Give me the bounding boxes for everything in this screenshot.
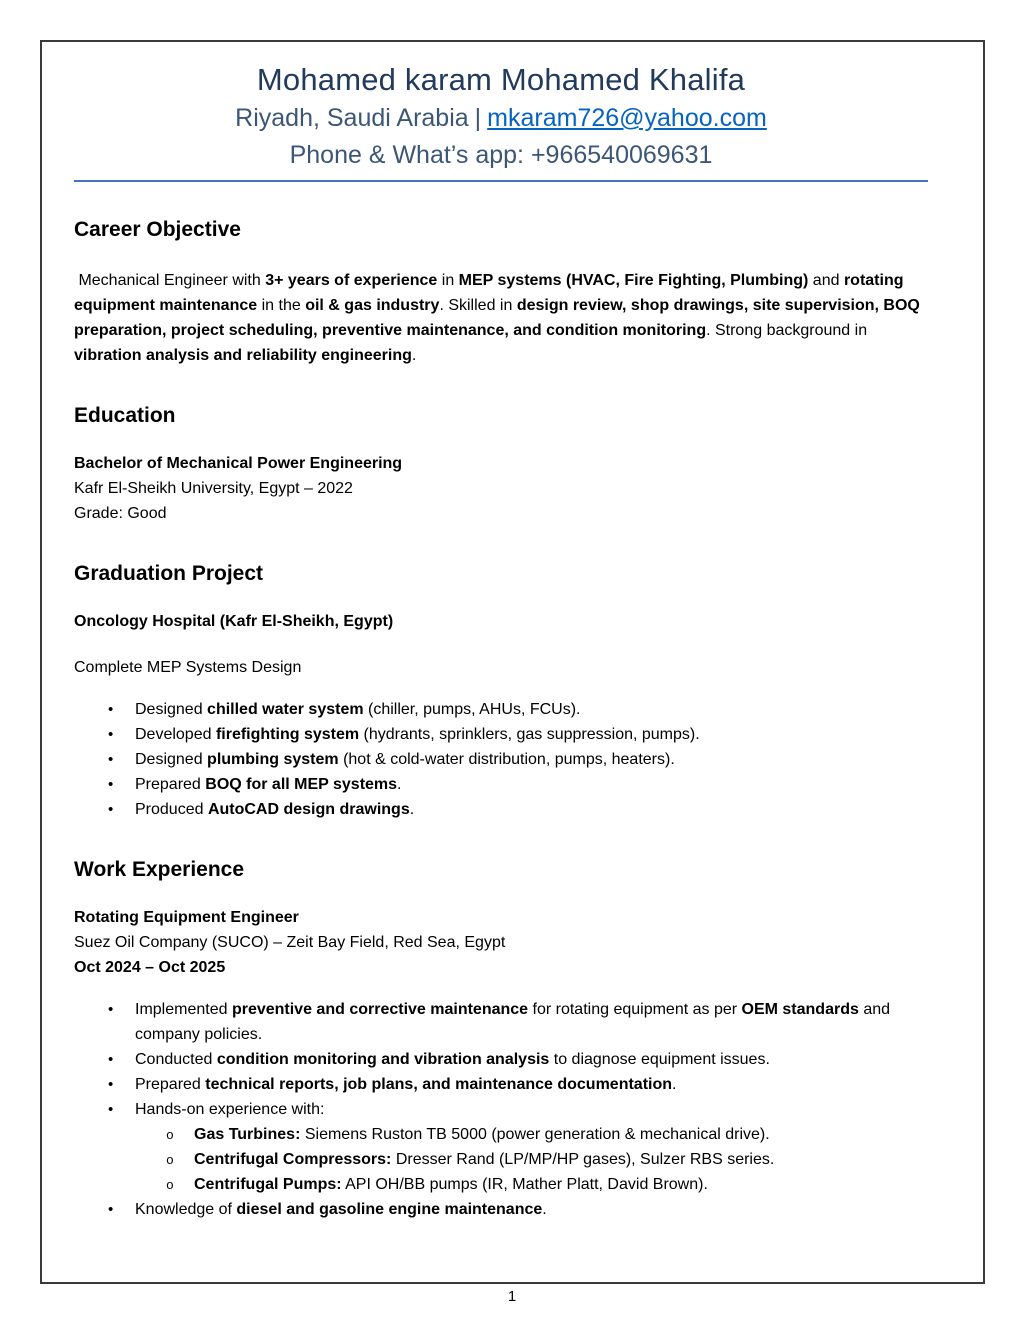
dates-line: Oct 2024 – Oct 2025 xyxy=(74,959,226,976)
bullet-text: Designed chilled water system (chiller, pumps, AHUs, FCUs). xyxy=(135,701,581,718)
job-entry-header xyxy=(74,905,928,980)
bullet-icon: • xyxy=(108,751,114,768)
bullet-text: Prepared technical reports, job plans, and maintenance documentation. xyxy=(135,1076,677,1093)
location-text: Riyadh, Saudi Arabia xyxy=(235,104,469,132)
project-bullet-list xyxy=(74,697,928,822)
section-work-experience xyxy=(74,856,928,1222)
list-item xyxy=(74,697,928,722)
bullet-icon: • xyxy=(108,726,114,743)
sub-list-item xyxy=(74,1147,928,1172)
page-border xyxy=(40,40,985,1284)
phone-line: Phone & What’s app: +966540069631 xyxy=(289,141,713,169)
project-name: Oncology Hospital (Kafr El-Sheikh, Egypt) xyxy=(74,613,394,630)
list-item xyxy=(74,722,928,747)
degree-title: Bachelor of Mechanical Power Engineering xyxy=(74,455,403,472)
email-link[interactable]: mkaram726@yahoo.com xyxy=(487,104,767,132)
bullet-icon: • xyxy=(108,701,114,718)
work-experience-title: Work Experience xyxy=(74,858,245,881)
separator-text: | xyxy=(474,104,482,132)
sub-bullet-icon: o xyxy=(166,1128,174,1143)
bullet-icon: • xyxy=(108,1051,114,1068)
bullet-icon: • xyxy=(108,1001,114,1018)
header-rule xyxy=(74,180,928,182)
list-item xyxy=(74,1197,928,1222)
bullet-text: Developed firefighting system (hydrants, sprinklers, gas suppression, pumps). xyxy=(135,726,700,743)
graduation-project-title: Graduation Project xyxy=(74,562,264,585)
bullet-text: Gas Turbines: Siemens Ruston TB 5000 (power generation & mechanical drive). xyxy=(194,1126,770,1143)
bullet-icon: • xyxy=(108,1101,114,1118)
bullet-icon: • xyxy=(108,801,114,818)
bullet-text: Centrifugal Compressors: Dresser Rand (LP/MP/HP gases), Sulzer RBS series. xyxy=(194,1151,775,1168)
bullet-text: Knowledge of diesel and gasoline engine maintenance. xyxy=(135,1201,547,1218)
project-subtitle: Complete MEP Systems Design xyxy=(74,659,302,676)
resume-header xyxy=(74,42,928,182)
bullet-icon: • xyxy=(108,776,114,793)
experience-bullet-list xyxy=(74,997,928,1222)
education-entry xyxy=(74,451,928,526)
person-name: Mohamed karam Mohamed Khalifa xyxy=(256,62,746,97)
bullet-text: Designed plumbing system (hot & cold-water distribution, pumps, heaters). xyxy=(135,751,675,768)
grade-line: Grade: Good xyxy=(74,505,167,522)
bullet-text: Conducted condition monitoring and vibration analysis to diagnose equipment issues. xyxy=(135,1051,770,1068)
bullet-icon: • xyxy=(108,1076,114,1093)
section-graduation-project xyxy=(74,560,928,822)
career-objective-title: Career Objective xyxy=(74,218,241,241)
bullet-text: Implemented preventive and corrective maintenance for rotating equipment as per OEM standards and company policies. xyxy=(135,1001,895,1043)
sub-bullet-icon: o xyxy=(166,1153,174,1168)
page-number: 1 xyxy=(507,1288,517,1305)
company-line: Suez Oil Company (SUCO) – Zeit Bay Field, Red Sea, Egypt xyxy=(74,934,506,951)
list-item xyxy=(74,797,928,822)
education-title: Education xyxy=(74,404,176,427)
university-line: Kafr El-Sheikh University, Egypt – 2022 xyxy=(74,480,353,497)
bullet-text: Centrifugal Pumps: API OH/BB pumps (IR, Mather Platt, David Brown). xyxy=(194,1176,708,1193)
sub-list-item xyxy=(74,1122,928,1147)
contact-line xyxy=(74,100,928,137)
section-education xyxy=(74,402,928,526)
sub-bullet-icon: o xyxy=(166,1178,174,1193)
list-item xyxy=(74,772,928,797)
bullet-icon: • xyxy=(108,1201,114,1218)
bullet-text: Prepared BOQ for all MEP systems. xyxy=(135,776,402,793)
bullet-text: Hands-on experience with: xyxy=(135,1101,325,1118)
job-title: Rotating Equipment Engineer xyxy=(74,909,299,926)
bullet-text: Produced AutoCAD design drawings. xyxy=(135,801,415,818)
list-item xyxy=(74,1097,928,1122)
list-item xyxy=(74,1047,928,1072)
sub-list-item xyxy=(74,1172,928,1197)
list-item xyxy=(74,997,928,1047)
list-item xyxy=(74,747,928,772)
career-objective-paragraph: Mechanical Engineer with 3+ years of experience in MEP systems (HVAC, Fire Fighting, Plumbing) and rotating equipment maintenance in the oil & gas industry. Skilled in design review, shop drawings, site supervision, BOQ preparation, project scheduling, preventive maintenance, and condition monitoring. Strong background in vibration analysis and reliability engineering. xyxy=(74,272,925,364)
list-item xyxy=(74,1072,928,1097)
section-career-objective xyxy=(74,216,928,368)
